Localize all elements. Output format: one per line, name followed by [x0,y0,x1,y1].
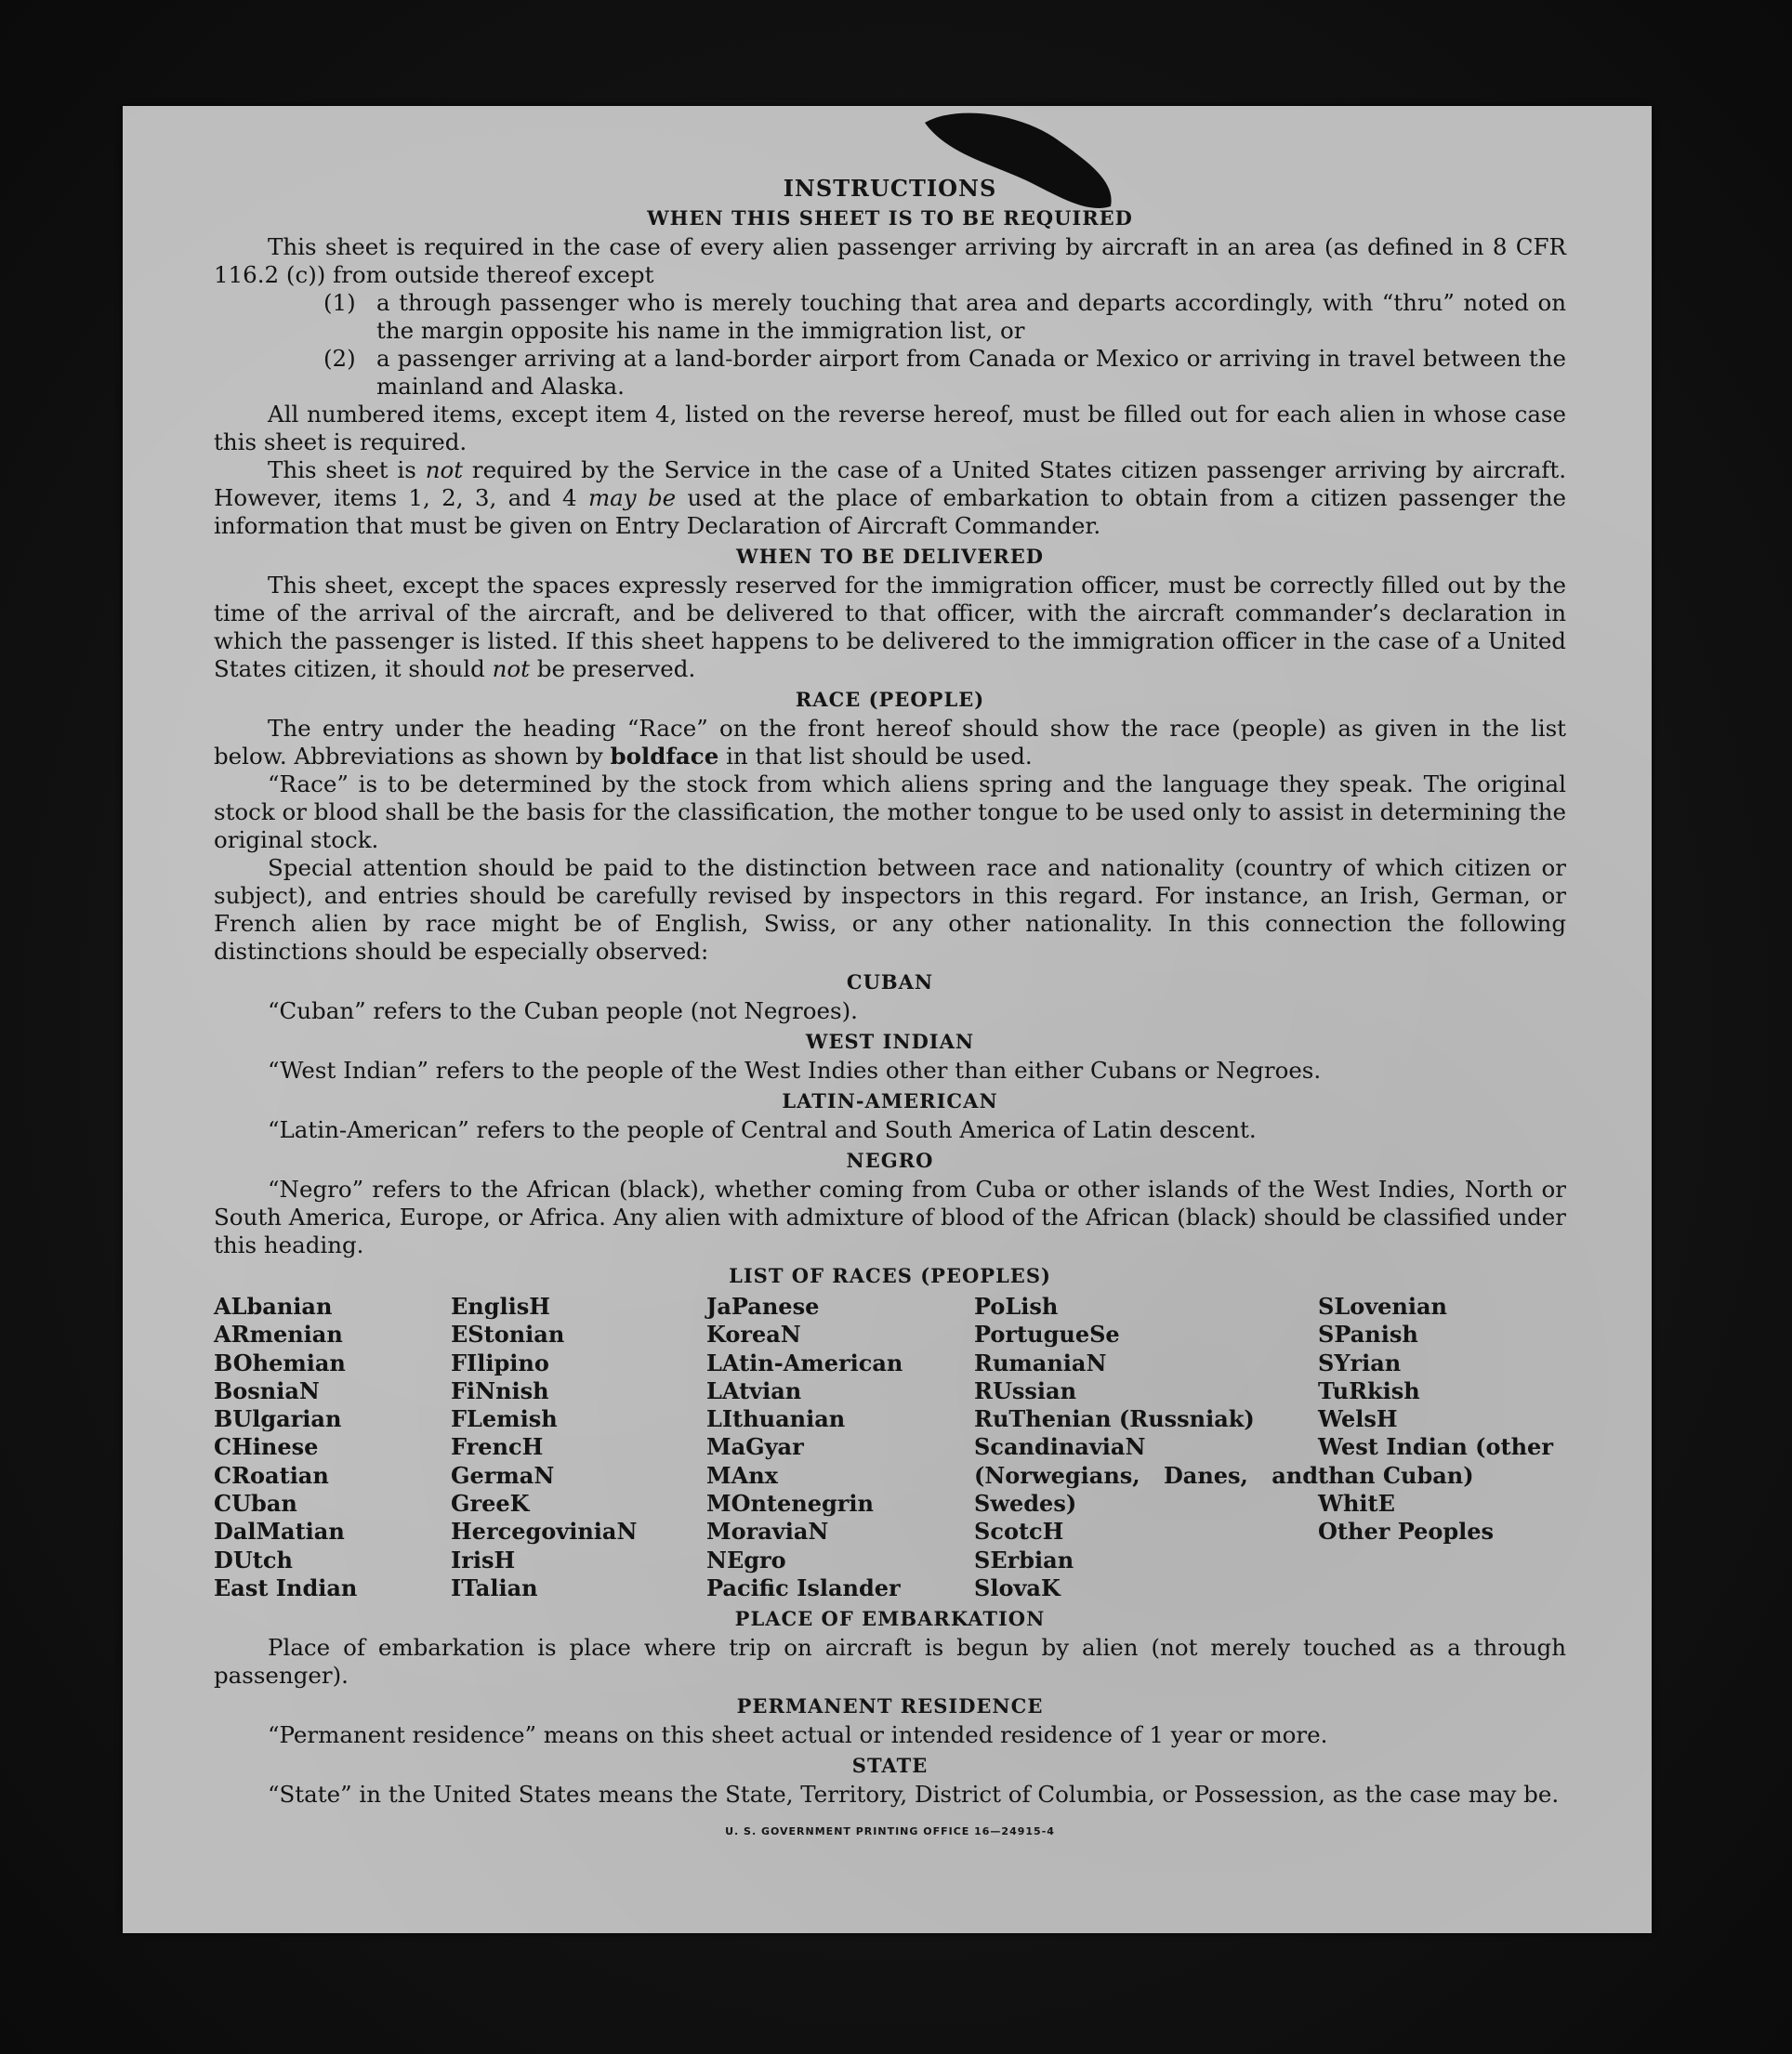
race-entry: BosniaN [214,1376,320,1404]
race-column-5 [1318,1293,1566,1602]
heading-list-of-races: LIST OF RACES (PEOPLES) [729,1264,1051,1287]
para-race-3: Special attention should be paid to the distinction between race and nationality (country of which citizen or subject), and entries should be carefully revised by inspectors in this regard. For instance, an Irish, German, or French alien by race might be of English, Swiss, or any other nationality. In this connection the following distinctions should be especially observed: [214,854,1566,965]
race-entry: LIthuanian [706,1405,846,1433]
race-entry: RUssian [974,1376,1077,1404]
title-instructions: INSTRUCTIONS [783,175,997,202]
race-entry: KoreaN [706,1321,801,1349]
heading-west-indian: WEST INDIAN [805,1030,975,1053]
race-entry: FrencH [451,1433,544,1461]
exception-item-2 [214,345,1566,401]
para-required-intro: This sheet is required in the case of every alien passenger arriving by aircraft in an area (as defined in 8 CFR 116.2 (c)) from outside thereof except [214,233,1566,288]
race-entry: DalMatian [214,1518,345,1546]
race-p1-b: in that list should be used. [718,743,1033,770]
heading-permanent-residence: PERMANENT RESIDENCE [736,1694,1044,1718]
race-entry: PortugueSe [974,1321,1120,1349]
race-entry: SYrian [1318,1349,1402,1376]
heading-place-of-embarkation: PLACE OF EMBARKATION [734,1607,1046,1631]
race-entry: GreeK [451,1490,530,1518]
race-column-4 [974,1293,1318,1602]
race-entry: ALbanian [214,1293,333,1320]
race-entry: NEgro [706,1546,786,1573]
race-entry: MOntenegrin [706,1490,874,1518]
race-entry: CUban [214,1490,297,1518]
race-entry: West Indian (other than Cuban) [1318,1433,1553,1489]
race-entry: CHinese [214,1433,319,1461]
race-entry: SErbian [974,1546,1074,1573]
heading-latin-american: LATIN-AMERICAN [782,1089,998,1113]
heading-when-required: WHEN THIS SHEET IS TO BE REQUIRED [647,206,1133,230]
race-entry: DUtch [214,1546,293,1573]
race-entry: BOhemian [214,1349,346,1376]
race-entry: PoLish [974,1293,1059,1320]
instructions-content [214,172,1566,1846]
race-entry: ITalian [451,1573,538,1601]
race-entry: JaPanese [706,1293,820,1320]
para-race-1 [214,715,1566,770]
race-entry: BUlgarian [214,1405,342,1433]
race-entry: East Indian [214,1573,358,1601]
para-west-indian: “West Indian” refers to the people of the West Indies other than either Cubans or Negroes. [268,1057,1322,1084]
race-entry: MaGyar [706,1433,804,1461]
race-entry: FiNnish [451,1376,549,1404]
race-p1-boldface: boldface [610,743,719,770]
para-citizen-may-be: may be [587,484,677,511]
delivered-text-a: This sheet, except the spaces expressly reserved for the immigration officer, must be correctly filled out by the time of the arrival of the aircraft, and be delivered to that officer, with the aircraft commander’s declaration in which the passenger is listed. If this sheet happens to be delivered to the immigration officer in the case of a United States citizen, it should [214,572,1566,682]
item-number-2: (2) [323,345,356,372]
para-numbered-items: All numbered items, except item 4, listed on the reverse hereof, must be filled out for each alien in whose case this sheet is required. [214,401,1566,455]
para-place-of-embarkation: Place of embarkation is place where trip on aircraft is begun by alien (not merely touched as a through passenger). [214,1634,1566,1690]
race-entry: CRoatian [214,1461,329,1489]
race-entry: TuRkish [1318,1376,1420,1404]
race-entry: LAtin-American [706,1349,903,1376]
para-permanent-residence: “Permanent residence” means on this sheet actual or intended residence of 1 year or more. [268,1721,1328,1749]
para-citizen-part-a: This sheet is [268,456,426,483]
race-entry: HercegoviniaN [451,1518,638,1546]
para-citizen-not: not [425,456,464,483]
race-entry: SPanish [1318,1321,1418,1349]
para-negro: “Negro” refers to the African (black), whether coming from Cuba or other islands of the West Indies, North or South America, Europe, or Africa. Any alien with admixture of blood of the African (black) should be classified under this heading. [214,1176,1566,1258]
race-entry: EnglisH [451,1293,550,1320]
heading-when-delivered: WHEN TO BE DELIVERED [735,545,1044,568]
race-entry: WelsH [1318,1405,1398,1433]
race-entry: GermaN [451,1461,555,1489]
race-p1-a: The entry under the heading “Race” on the front hereof should show the race (people) as given in the list below. Abbreviations as shown by [214,715,1566,770]
race-entry: EStonian [451,1321,565,1349]
para-cuban: “Cuban” refers to the Cuban people (not Negroes). [268,997,858,1024]
delivered-text-not: not [492,655,530,682]
race-column-3 [706,1293,974,1602]
race-entry: MoraviaN [706,1518,829,1546]
race-entry: ARmenian [214,1321,343,1349]
delivered-text-b: be preserved. [529,655,696,682]
race-entry: IrisH [451,1546,516,1573]
race-entry: RumaniaN [974,1349,1107,1376]
heading-negro: NEGRO [846,1149,934,1172]
heading-race: RACE (PEOPLE) [795,688,985,711]
race-entry: RuThenian (Russniak) [974,1405,1255,1433]
para-race-2: “Race” is to be determined by the stock from which aliens spring and the language they speak. The original stock or blood shall be the basis for the classification, the mother tongue to be used only to assist in determining the original stock. [214,770,1566,853]
race-entry: LAtvian [706,1376,802,1404]
item-text-2: a passenger arriving at a land-border airport from Canada or Mexico or arriving in travel between the mainland and Alaska. [376,345,1566,400]
printing-office-footer: U. S. GOVERNMENT PRINTING OFFICE 16—24915-4 [725,1825,1055,1838]
race-column-1 [214,1293,451,1602]
para-state: “State” in the United States means the State, Territory, District of Columbia, or Possession, as the case may be. [268,1781,1560,1809]
race-entry: FLemish [451,1405,558,1433]
race-entry: WhitE [1318,1490,1395,1518]
race-entry: ScotcH [974,1518,1064,1546]
para-when-delivered [214,572,1566,683]
race-entry: ScandinaviaN (Norwegians, Danes, and Swedes) [974,1433,1318,1518]
race-entry: SLovenian [1318,1293,1447,1320]
para-citizen [214,456,1566,540]
para-citizen-part-b: required by the Service in the case of a United States citizen passenger arriving by aircraft. However, items 1, 2, 3, and 4 [214,456,1567,511]
para-latin-american: “Latin-American” refers to the people of Central and South America of Latin descent. [268,1116,1257,1143]
race-list-table [214,1293,1566,1602]
race-entry: Pacific Islander [706,1573,901,1601]
item-text-1: a through passenger who is merely touching that area and departs accordingly, with “thru” noted on the margin opposite his name in the immigration list, or [376,289,1566,344]
race-entry: Other Peoples [1318,1518,1495,1546]
heading-cuban: CUBAN [846,970,934,994]
race-column-2 [451,1293,706,1602]
race-entry: MAnx [706,1461,778,1489]
para-citizen-part-c: used at the place of embarkation to obtain from a citizen passenger the information that must be given on Entry Declaration of Aircraft Commander. [214,484,1566,539]
race-entry: FIlipino [451,1349,549,1376]
exception-item-1 [214,289,1566,345]
item-number-1: (1) [323,289,356,316]
race-entry: SlovaK [974,1573,1061,1601]
heading-state: STATE [851,1754,929,1778]
